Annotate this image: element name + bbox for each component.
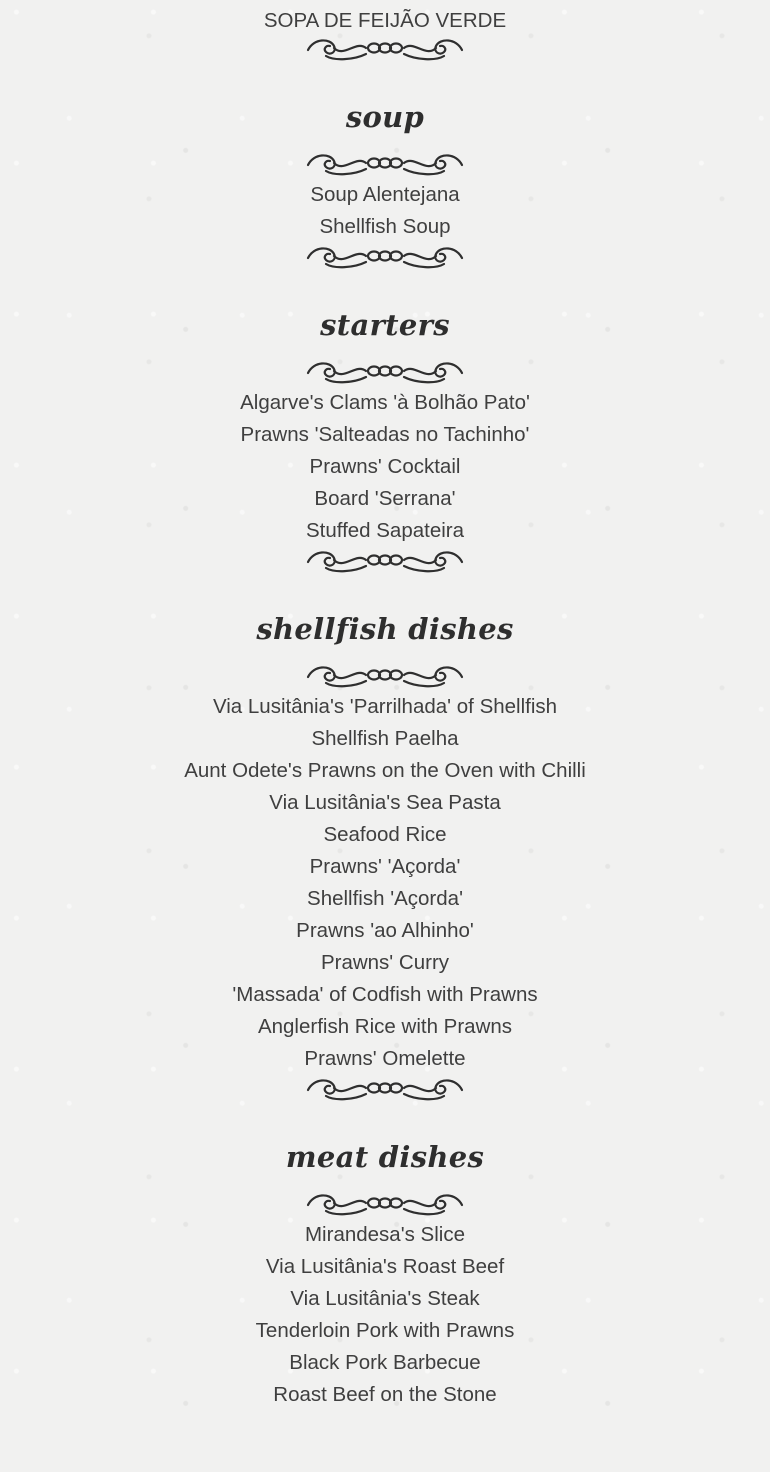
menu-item: Stuffed Sapateira [305, 519, 465, 542]
menu-item: Via Lusitânia's 'Parrilhada' of Shellfish [212, 695, 558, 718]
flourish-divider-icon [304, 34, 466, 62]
menu-section [0, 295, 770, 574]
menu-item: Prawns' Curry [320, 951, 450, 974]
menu-item: Seafood Rice [323, 823, 447, 846]
menu-item: Prawns' Omelette [304, 1047, 466, 1070]
menu-item: Algarve's Clams 'à Bolhão Pato' [240, 391, 530, 414]
menu-item: 'Massada' of Codfish with Prawns [232, 983, 538, 1006]
menu-item: Aunt Odete's Prawns on the Oven with Chilli [184, 759, 586, 782]
menu-item: Via Lusitânia's Steak [290, 1287, 480, 1310]
menu-item: Shellfish Soup [319, 215, 451, 238]
menu-item: Prawns' 'Açorda' [309, 855, 461, 878]
section-heading: starters [320, 308, 450, 342]
menu-section [0, 1127, 770, 1411]
menu-item: Prawns 'ao Alhinho' [296, 919, 474, 942]
menu [0, 5, 770, 1411]
menu-item: Soup Alentejana [310, 183, 460, 206]
flourish-divider-icon [304, 661, 466, 689]
menu-item: Mirandesa's Slice [304, 1223, 465, 1246]
section-heading: soup [345, 100, 425, 134]
menu-item: Roast Beef on the Stone [273, 1383, 497, 1406]
flourish-divider-icon [304, 1189, 466, 1217]
menu-item: Black Pork Barbecue [289, 1351, 481, 1374]
flourish-divider-icon [304, 357, 466, 385]
menu-item: Prawns' Cocktail [309, 455, 461, 478]
menu-item: Board 'Serrana' [314, 487, 456, 510]
flourish-divider-icon [304, 1074, 466, 1102]
menu-item: Tenderloin Pork with Prawns [255, 1319, 515, 1342]
flourish-divider-icon [304, 242, 466, 270]
flourish-divider-icon [304, 149, 466, 177]
flourish-divider-icon [304, 546, 466, 574]
menu-item: Anglerfish Rice with Prawns [257, 1015, 513, 1038]
menu-section [0, 87, 770, 270]
menu-item: Shellfish 'Açorda' [307, 887, 463, 910]
section-heading: meat dishes [285, 1140, 485, 1174]
section-heading: shellfish dishes [256, 612, 514, 646]
menu-section [0, 599, 770, 1102]
lead-divider [0, 34, 770, 62]
lead-menu-item: SOPA DE FEIJÃO VERDE [263, 9, 507, 32]
menu-item: Via Lusitânia's Sea Pasta [269, 791, 501, 814]
menu-item: Prawns 'Salteadas no Tachinho' [240, 423, 530, 446]
menu-item: Via Lusitânia's Roast Beef [265, 1255, 505, 1278]
menu-item: Shellfish Paelha [311, 727, 459, 750]
